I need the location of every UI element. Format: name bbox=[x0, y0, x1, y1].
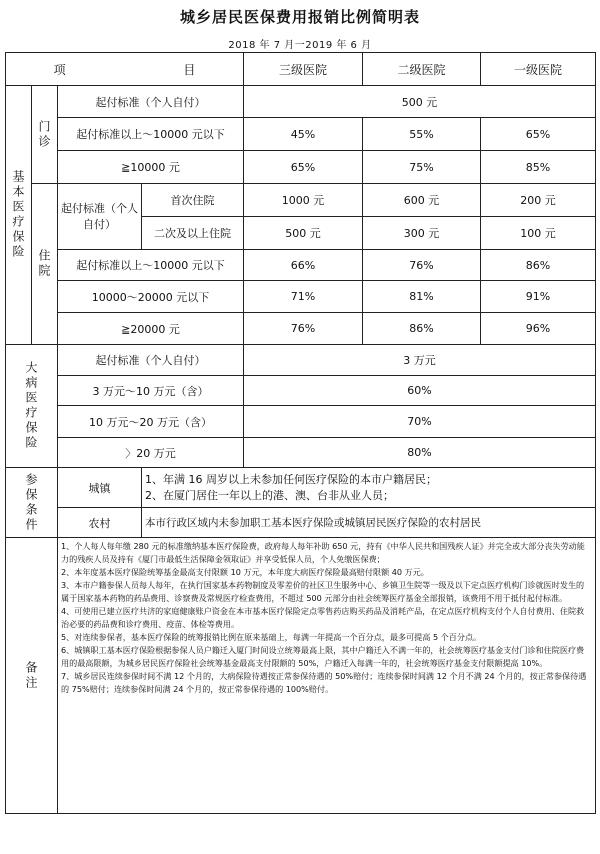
row-label: 10000～20000 元以下 bbox=[58, 281, 244, 313]
row-value: 200 元 bbox=[481, 184, 596, 217]
row-value: 55% bbox=[363, 118, 481, 151]
row-label: ≧20000 元 bbox=[58, 313, 244, 345]
notes-content bbox=[58, 538, 596, 814]
table-row bbox=[6, 508, 596, 538]
row-label: 起付标准以上～10000 元以下 bbox=[58, 250, 244, 281]
urban-condition-2: 2、在厦门居住一年以上的港、澳、台非从业人员； bbox=[145, 488, 394, 502]
inpatient-deductible-label: 起付标准（个人自付） bbox=[58, 184, 142, 250]
table-row bbox=[6, 438, 596, 468]
row-value: 300 元 bbox=[363, 217, 481, 250]
table-row bbox=[6, 376, 596, 406]
notes-row bbox=[6, 538, 596, 814]
note-item: 5、对连续参保者，基本医疗保险的统筹报销比例在原来基础上，每满一年提高一个百分点，最多可提高 5 个百分点。 bbox=[61, 632, 482, 642]
eligibility-section-label: 参保条件 bbox=[6, 468, 58, 538]
row-label: 起付标准（个人自付） bbox=[58, 345, 244, 376]
basic-section-label: 基本医疗保险 bbox=[6, 86, 32, 345]
row-label: ≧10000 元 bbox=[58, 151, 244, 184]
table-row bbox=[6, 345, 596, 376]
row-label: 起付标准（个人自付） bbox=[58, 86, 244, 118]
reimbursement-table bbox=[5, 52, 596, 814]
row-value: 3 万元 bbox=[244, 345, 596, 376]
table-row bbox=[6, 86, 596, 118]
note-item: 6、城镇职工基本医疗保险根据参保人员户籍迁入厦门时间设立统筹最高上限，其中户籍迁入不满一年的，社会统筹医疗基金支付门诊和住院医疗费用的最高限额，为城乡居民医疗保险社会统筹基金最高支付限额的 50%，户籍迁入每满一年的，社会统筹医疗基金支付限额提高 10%。 bbox=[61, 645, 585, 668]
row-value: 76% bbox=[363, 250, 481, 281]
row-value: 86% bbox=[363, 313, 481, 345]
note-item: 4、可使用已建立医疗共济的家庭健康账户资金在本市基本医疗保险定点零售药店购买药品及消耗产品，在定点医疗机构支付个人自付费用、住院救治必要的药品费和诊疗费用、疫苗、体检等费用。 bbox=[61, 606, 585, 629]
row-value: 100 元 bbox=[481, 217, 596, 250]
outpatient-label: 门诊 bbox=[32, 86, 58, 184]
row-value: 60% bbox=[244, 376, 596, 406]
table-row bbox=[6, 118, 596, 151]
table-row bbox=[6, 468, 596, 508]
header-level-2: 二级医院 bbox=[363, 53, 481, 86]
row-value: 65% bbox=[244, 151, 363, 184]
header-level-1: 一级医院 bbox=[481, 53, 596, 86]
urban-condition-1: 1、年满 16 周岁以上未参加任何医疗保险的本市户籍居民； bbox=[145, 472, 437, 486]
row-value: 45% bbox=[244, 118, 363, 151]
row-value: 65% bbox=[481, 118, 596, 151]
critical-section-label: 大病医疗保险 bbox=[6, 345, 58, 468]
row-value: 91% bbox=[481, 281, 596, 313]
header-item-b: 目 bbox=[183, 62, 196, 77]
row-value: 80% bbox=[244, 438, 596, 468]
row-value: 500 元 bbox=[244, 86, 596, 118]
note-item: 7、城乡居民连续参保时间不满 12 个月的，大病保险待遇按正常参保待遇的 50%赔付；连续参保时间满 12 个月不满 24 个月的，按正常参保待遇的 75%赔付；连续参保时间满 24 个月的，按正常参保待遇的 100%赔付。 bbox=[61, 671, 587, 694]
row-label: 起付标准以上～10000 元以下 bbox=[58, 118, 244, 151]
row-label: 〉20 万元 bbox=[58, 438, 244, 468]
table-row bbox=[6, 151, 596, 184]
header-level-3: 三级医院 bbox=[244, 53, 363, 86]
rural-condition: 本市行政区域内未参加职工基本医疗保险或城镇居民医疗保险的农村居民 bbox=[142, 508, 596, 538]
row-sublabel: 首次住院 bbox=[142, 184, 244, 217]
table-row bbox=[6, 184, 596, 217]
row-value: 70% bbox=[244, 406, 596, 438]
table-row bbox=[6, 281, 596, 313]
row-value: 75% bbox=[363, 151, 481, 184]
row-value: 66% bbox=[244, 250, 363, 281]
table-row bbox=[6, 313, 596, 345]
row-value: 81% bbox=[363, 281, 481, 313]
row-value: 96% bbox=[481, 313, 596, 345]
header-item-a: 项 bbox=[53, 62, 66, 77]
rural-label: 农村 bbox=[58, 508, 142, 538]
urban-label: 城镇 bbox=[58, 468, 142, 508]
inpatient-label: 住院 bbox=[32, 184, 58, 345]
row-value: 500 元 bbox=[244, 217, 363, 250]
row-value: 86% bbox=[481, 250, 596, 281]
header-item bbox=[6, 53, 244, 86]
row-value: 1000 元 bbox=[244, 184, 363, 217]
row-value: 76% bbox=[244, 313, 363, 345]
row-sublabel: 二次及以上住院 bbox=[142, 217, 244, 250]
row-value: 85% bbox=[481, 151, 596, 184]
note-item: 3、本市户籍参保人员每人每年，在执行国家基本药物制度及零差价的社区卫生服务中心、乡镇卫生院等一级及以下定点医疗机构门诊就医时发生的属于国家基本药物的药品费用、诊察费及常规医疗检查费用，不超过 500 元部分由社会统筹医疗基金全部报销，该费用不用于抵付起付标准。 bbox=[61, 580, 585, 603]
row-value: 71% bbox=[244, 281, 363, 313]
row-label: 10 万元～20 万元（含） bbox=[58, 406, 244, 438]
note-item: 2、本年度基本医疗保险统筹基金最高支付限额 10 万元，本年度大病医疗保险最高赔付限额 40 万元。 bbox=[61, 567, 429, 577]
notes-label: 备注 bbox=[6, 538, 58, 814]
table-row bbox=[6, 250, 596, 281]
page-period: 2018 年 7 月一2019 年 6 月 bbox=[228, 40, 372, 51]
row-label: 3 万元～10 万元（含） bbox=[58, 376, 244, 406]
row-value: 600 元 bbox=[363, 184, 481, 217]
table-row bbox=[6, 406, 596, 438]
urban-conditions bbox=[142, 468, 596, 508]
page-title: 城乡居民医保费用报销比例简明表 bbox=[179, 8, 420, 26]
header-row bbox=[6, 53, 596, 86]
note-item: 1、个人每人每年缴 280 元的标准缴纳基本医疗保险费，政府每人每年补助 650 元，持有《中华人民共和国残疾人证》并完全或大部分丧失劳动能力的残疾人员及持有《厦门市最低生活保障金领取证》并享受低保人员，个人免缴医保费； bbox=[61, 541, 585, 564]
